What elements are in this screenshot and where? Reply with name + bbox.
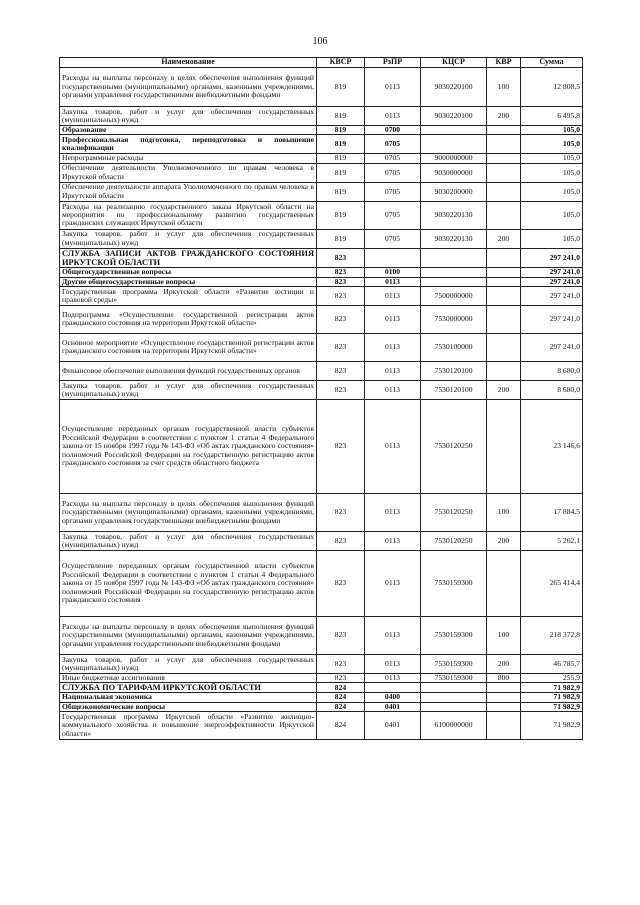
table-row [60, 201, 583, 229]
table-row [60, 399, 583, 493]
cell-name: Обеспечение деятельности аппарата Уполномоченного по правам человека в Иркутской области [60, 182, 317, 201]
cell-name: Общеэкономические вопросы [60, 702, 317, 711]
cell-kvsr: 819 [317, 154, 365, 163]
table-row [60, 248, 583, 267]
cell-kvsr: 819 [317, 135, 365, 154]
cell-rzpr [365, 248, 421, 267]
cell-name: Закупка товаров, работ и услуг для обеспечения государственных (муниципальных) нужд [60, 229, 317, 248]
table-row [60, 154, 583, 163]
cell-rzpr: 0400 [365, 693, 421, 702]
cell-name: Закупка товаров, работ и услуг для обеспечения государственных (муниципальных) нужд [60, 380, 317, 399]
cell-sum: 297 241,0 [521, 248, 583, 267]
cell-name: Закупка товаров, работ и услуг для обеспечения государственных (муниципальных) нужд [60, 107, 317, 126]
cell-rzpr: 0705 [365, 201, 421, 229]
cell-kvr [487, 182, 521, 201]
cell-kcsr [421, 126, 487, 135]
cell-rzpr: 0705 [365, 163, 421, 182]
table-row [60, 712, 583, 740]
table-row [60, 107, 583, 126]
cell-sum: 6 495,8 [521, 107, 583, 126]
cell-kvsr: 823 [317, 380, 365, 399]
cell-rzpr: 0100 [365, 268, 421, 277]
cell-kcsr: 7530100000 [421, 333, 487, 361]
cell-name: Образование [60, 126, 317, 135]
cell-kvsr: 823 [317, 673, 365, 682]
cell-kcsr [421, 248, 487, 267]
cell-kvr: 800 [487, 673, 521, 682]
cell-kcsr: 9030220100 [421, 68, 487, 107]
cell-kvr [487, 712, 521, 740]
cell-rzpr: 0113 [365, 493, 421, 531]
cell-kvsr: 819 [317, 229, 365, 248]
cell-kcsr [421, 135, 487, 154]
cell-kvr: 200 [487, 107, 521, 126]
table-row [60, 531, 583, 550]
cell-kvr [487, 399, 521, 493]
cell-kvr [487, 361, 521, 380]
cell-kcsr: 6100000000 [421, 712, 487, 740]
cell-kvr [487, 286, 521, 305]
cell-kcsr: 7530120250 [421, 493, 487, 531]
cell-rzpr: 0113 [365, 531, 421, 550]
cell-sum: 297 241,0 [521, 305, 583, 333]
cell-kvr [487, 333, 521, 361]
cell-name: Обеспечение деятельности Уполномоченного по правам человека в Иркутской области [60, 163, 317, 182]
cell-kcsr [421, 277, 487, 286]
table-row [60, 683, 583, 693]
cell-kcsr: 7530120100 [421, 361, 487, 380]
cell-sum: 218 372,8 [521, 616, 583, 654]
cell-sum: 71 982,9 [521, 683, 583, 693]
cell-kvr: 200 [487, 531, 521, 550]
cell-name: Основное мероприятие «Осуществление государственной регистрации актов гражданского состояния на территории Иркутской области» [60, 333, 317, 361]
cell-rzpr: 0113 [365, 361, 421, 380]
table-row [60, 616, 583, 654]
table-row [60, 286, 583, 305]
cell-kcsr: 9030220130 [421, 229, 487, 248]
cell-name: Финансовое обеспечение выполнения функций государственных органов [60, 361, 317, 380]
cell-name: Расходы на реализацию государственного заказа Иркутской области на мероприятия по профессиональному развитию государственных гражданских служащих Иркутской области [60, 201, 317, 229]
table-row [60, 333, 583, 361]
cell-rzpr: 0113 [365, 286, 421, 305]
cell-kcsr: 9000000000 [421, 154, 487, 163]
table-row [60, 493, 583, 531]
table-row [60, 305, 583, 333]
cell-kcsr [421, 268, 487, 277]
cell-kcsr: 7530159300 [421, 673, 487, 682]
table-row [60, 693, 583, 702]
cell-kvr [487, 550, 521, 616]
cell-rzpr: 0113 [365, 673, 421, 682]
cell-sum: 5 262,1 [521, 531, 583, 550]
cell-sum: 105,0 [521, 135, 583, 154]
cell-kcsr: 7530159300 [421, 654, 487, 673]
cell-kvsr: 819 [317, 182, 365, 201]
cell-kcsr: 7530159300 [421, 550, 487, 616]
cell-kvsr: 819 [317, 201, 365, 229]
cell-kcsr [421, 683, 487, 693]
budget-table [59, 57, 583, 740]
cell-rzpr: 0113 [365, 68, 421, 107]
cell-kvsr: 823 [317, 616, 365, 654]
cell-sum: 255,9 [521, 673, 583, 682]
cell-sum: 265 414,4 [521, 550, 583, 616]
cell-name: СЛУЖБА ПО ТАРИФАМ ИРКУТСКОЙ ОБЛАСТИ [60, 683, 317, 693]
cell-sum: 297 241,0 [521, 333, 583, 361]
cell-kvr: 200 [487, 654, 521, 673]
cell-sum: 297 241,0 [521, 286, 583, 305]
cell-kvsr: 823 [317, 248, 365, 267]
cell-sum: 12 808,5 [521, 68, 583, 107]
cell-sum: 71 982,9 [521, 712, 583, 740]
cell-kvsr: 823 [317, 493, 365, 531]
cell-kvr: 100 [487, 616, 521, 654]
cell-sum: 23 146,6 [521, 399, 583, 493]
cell-rzpr: 0113 [365, 333, 421, 361]
cell-kvr: 100 [487, 493, 521, 531]
cell-rzpr: 0705 [365, 135, 421, 154]
cell-kvsr: 823 [317, 286, 365, 305]
cell-rzpr: 0113 [365, 380, 421, 399]
cell-kvr: 200 [487, 380, 521, 399]
cell-rzpr: 0113 [365, 107, 421, 126]
table-row [60, 126, 583, 135]
cell-kvr [487, 268, 521, 277]
cell-kcsr [421, 693, 487, 702]
cell-sum: 105,0 [521, 229, 583, 248]
cell-kvr [487, 135, 521, 154]
cell-kcsr: 7530120250 [421, 399, 487, 493]
table-row [60, 182, 583, 201]
cell-kcsr: 7530000000 [421, 305, 487, 333]
cell-kvsr: 824 [317, 693, 365, 702]
cell-name: Закупка товаров, работ и услуг для обеспечения государственных (муниципальных) нужд [60, 654, 317, 673]
cell-sum: 17 884,5 [521, 493, 583, 531]
cell-name: Иные бюджетные ассигнования [60, 673, 317, 682]
cell-kcsr: 7530120250 [421, 531, 487, 550]
cell-kvr [487, 126, 521, 135]
cell-name: Другие общегосударственные вопросы [60, 277, 317, 286]
cell-kvsr: 823 [317, 531, 365, 550]
cell-kvsr: 823 [317, 268, 365, 277]
cell-rzpr: 0113 [365, 550, 421, 616]
header-sum: Сумма [521, 58, 583, 68]
cell-rzpr: 0401 [365, 702, 421, 711]
table-row [60, 68, 583, 107]
cell-name: СЛУЖБА ЗАПИСИ АКТОВ ГРАЖДАНСКОГО СОСТОЯНИЯ ИРКУТСКОЙ ОБЛАСТИ [60, 248, 317, 267]
cell-kcsr [421, 702, 487, 711]
cell-name: Государственная программа Иркутской области «Развитие юстиции и правовой среды» [60, 286, 317, 305]
table-row [60, 550, 583, 616]
cell-kcsr: 9030200000 [421, 182, 487, 201]
cell-kvsr: 824 [317, 712, 365, 740]
cell-kvr [487, 277, 521, 286]
cell-kvr [487, 154, 521, 163]
cell-name: Национальная экономика [60, 693, 317, 702]
cell-kvr [487, 683, 521, 693]
cell-kvsr: 824 [317, 702, 365, 711]
cell-sum: 297 241,0 [521, 268, 583, 277]
cell-kcsr: 9030220130 [421, 201, 487, 229]
cell-name: Профессиональная подготовка, переподготовка и повышение квалификации [60, 135, 317, 154]
cell-name: Общегосударственные вопросы [60, 268, 317, 277]
table-row [60, 702, 583, 711]
cell-rzpr: 0401 [365, 712, 421, 740]
cell-kvr [487, 201, 521, 229]
cell-rzpr: 0113 [365, 305, 421, 333]
cell-kvsr: 819 [317, 126, 365, 135]
cell-kvsr: 823 [317, 361, 365, 380]
cell-kvr [487, 305, 521, 333]
cell-rzpr [365, 683, 421, 693]
cell-name: Расходы на выплаты персоналу в целях обеспечения выполнения функций государственными (муниципальными) органами, казенными учреждениями, органами управления государственными внебюджетными фондами [60, 68, 317, 107]
cell-kvsr: 819 [317, 68, 365, 107]
table-row [60, 268, 583, 277]
cell-kvr: 200 [487, 229, 521, 248]
cell-rzpr: 0113 [365, 277, 421, 286]
cell-kvsr: 819 [317, 163, 365, 182]
cell-sum: 105,0 [521, 182, 583, 201]
cell-name: Осуществление переданных органам государственной власти субъектов Российской Федерации в соответствии с пунктом 1 статьи 4 Федерального закона от 15 ноября 1997 года № 143-ФЗ «Об актах гражданского состояния» полномочий Российской Федерации на государственную регистрацию актов гражданского состояния [60, 550, 317, 616]
cell-name: Подпрограмма «Осуществление государственной регистрации актов гражданского состояния на территории Иркутской области» [60, 305, 317, 333]
cell-kvsr: 823 [317, 305, 365, 333]
cell-kvsr: 823 [317, 277, 365, 286]
cell-rzpr: 0113 [365, 616, 421, 654]
table-header-row [60, 58, 583, 68]
table-row [60, 361, 583, 380]
table-row [60, 277, 583, 286]
cell-kcsr: 9030220100 [421, 107, 487, 126]
cell-sum: 8 680,0 [521, 361, 583, 380]
cell-rzpr: 0700 [365, 126, 421, 135]
cell-kcsr: 7530159300 [421, 616, 487, 654]
cell-sum: 105,0 [521, 154, 583, 163]
cell-kcsr: 7500000000 [421, 286, 487, 305]
cell-rzpr: 0113 [365, 399, 421, 493]
cell-kvr [487, 702, 521, 711]
header-name: Наименование [60, 58, 317, 68]
cell-kvsr: 819 [317, 107, 365, 126]
cell-sum: 71 982,9 [521, 693, 583, 702]
cell-kvr [487, 163, 521, 182]
cell-sum: 105,0 [521, 201, 583, 229]
cell-rzpr: 0705 [365, 182, 421, 201]
header-rzpr: РзПР [365, 58, 421, 68]
table-row [60, 673, 583, 682]
cell-rzpr: 0705 [365, 154, 421, 163]
cell-kvsr: 823 [317, 399, 365, 493]
cell-kvr [487, 693, 521, 702]
cell-name: Закупка товаров, работ и услуг для обеспечения государственных (муниципальных) нужд [60, 531, 317, 550]
cell-name: Непрограммные расходы [60, 154, 317, 163]
cell-name: Расходы на выплаты персоналу в целях обеспечения выполнения функций государственными (муниципальными) органами, казенными учреждениями, органами управления государственными внебюджетными фондами [60, 493, 317, 531]
header-kcsr: КЦСР [421, 58, 487, 68]
header-kvr: КВР [487, 58, 521, 68]
page-number: 106 [312, 36, 328, 47]
table-row [60, 135, 583, 154]
cell-name: Расходы на выплаты персоналу в целях обеспечения выполнения функций государственными (муниципальными) органами, казенными учреждениями, органами управления государственными внебюджетными фондами [60, 616, 317, 654]
cell-kvr [487, 248, 521, 267]
table-row [60, 654, 583, 673]
cell-kcsr: 7530120100 [421, 380, 487, 399]
cell-sum: 8 680,0 [521, 380, 583, 399]
cell-sum: 46 785,7 [521, 654, 583, 673]
table-body [60, 68, 583, 740]
cell-rzpr: 0113 [365, 654, 421, 673]
cell-kvr: 100 [487, 68, 521, 107]
cell-kvsr: 823 [317, 333, 365, 361]
table-row [60, 380, 583, 399]
cell-kvsr: 823 [317, 550, 365, 616]
cell-kvsr: 824 [317, 683, 365, 693]
cell-kvsr: 823 [317, 654, 365, 673]
cell-rzpr: 0705 [365, 229, 421, 248]
cell-kcsr: 9030000000 [421, 163, 487, 182]
cell-name: Осуществление переданных органам государственной власти субъектов Российской Федерации в соответствии с пунктом 1 статьи 4 Федерального закона от 15 ноября 1997 года № 143-ФЗ «Об актах гражданского состояния» полномочий Российской Федерации на государственную регистрацию актов гражданского состояния за счет средств областного бюджета [60, 399, 317, 493]
header-kvsr: КВСР [317, 58, 365, 68]
cell-sum: 297 241,0 [521, 277, 583, 286]
cell-sum: 105,0 [521, 126, 583, 135]
cell-sum: 71 982,9 [521, 702, 583, 711]
cell-sum: 105,0 [521, 163, 583, 182]
table-row [60, 229, 583, 248]
table-row [60, 163, 583, 182]
cell-name: Государственная программа Иркутской области «Развитие жилищно-коммунального хозяйства и повышение энергоэффективности Иркутской области» [60, 712, 317, 740]
